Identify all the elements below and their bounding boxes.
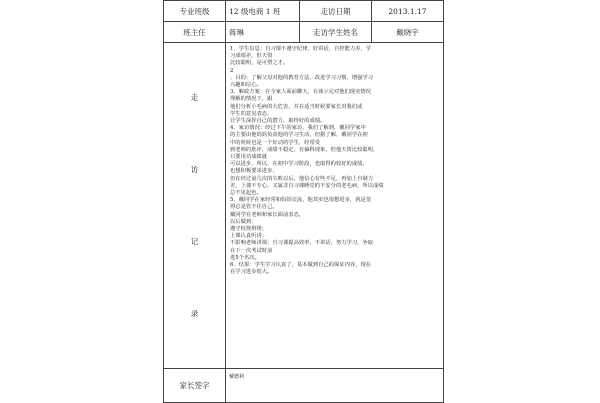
record-line: 但在经过前几次的失败以后，他信心有些不足，再加上自制力 — [230, 175, 374, 182]
teacher-value: 蒋琳 — [226, 22, 300, 43]
record-line: 让学生深挥自己的潜力，取得好的成绩。 — [230, 118, 326, 125]
major-class-value: 12 级电商 1 班 — [226, 1, 300, 22]
major-class-label: 专业班级 — [164, 1, 226, 22]
record-line: 在学习进步很大。 — [230, 269, 273, 276]
record-char-2: 访 — [190, 165, 199, 174]
record-line: 4、家访情况：经过下午的家访，我们了解到，戴同学家中 — [230, 125, 366, 132]
record-line: 遵守校规班规； — [230, 226, 268, 233]
record-char-3: 记 — [190, 237, 199, 246]
record-line: 戴同学在老师和家长面前表态， — [230, 211, 305, 218]
record-line: 6、结果：学生学习认真了，基本做到自己的保证内容，现在 — [230, 262, 372, 269]
visit-date-value: 2013.1.17 — [372, 1, 444, 22]
record-char-1: 走 — [190, 93, 199, 102]
record-line: 3、解政方案：在全家人面前聊天，在谈示完对他们现实情况 — [230, 89, 372, 96]
student-label: 走访学生姓名 — [300, 22, 372, 43]
record-line: 上课认真听讲； — [230, 233, 268, 240]
record-line: 也想积极要求进步， — [230, 168, 278, 175]
record-line: 兴趣和信心。 — [230, 82, 262, 89]
record-line: 他们分析小毛病的大危害，并在适当时候要家长对我们或 — [230, 103, 363, 110]
record-line: 到老师的批评，成绩不稳定，有偏科现象，但他天资比较聪明， — [230, 146, 379, 153]
record-line: 不影响老师讲课；自习课提高效率，不讲话，努力学习，争取 — [230, 240, 374, 247]
signature-label: 家长签字 — [164, 369, 226, 403]
record-line: 得总是管不住自己。 — [230, 204, 278, 211]
record-line: 在下一次考试时前 — [230, 247, 273, 254]
teacher-label: 班主任 — [164, 22, 226, 43]
visit-record-form — [163, 0, 445, 400]
form-table — [163, 0, 444, 403]
record-line: 理解的情况下，跟 — [230, 96, 273, 103]
record-label-cell — [164, 43, 226, 369]
record-line: 只要用功成绩就 — [230, 154, 268, 161]
record-line: 的主要由他妈妈负责他的学习生活，但据了解，戴同学在初 — [230, 132, 368, 139]
header-row-1 — [164, 1, 444, 22]
record-line: 以后做到： — [230, 218, 257, 225]
record-line: 、目的：了解父母对他的教育方法，改进学习习惯，增强学习 — [230, 74, 374, 81]
record-row — [164, 43, 444, 369]
signature-value: 戴德利 — [226, 369, 444, 403]
record-line: 差，上课不专心，又属非自习课睡觉的不安分的老毛病，所以成绩 — [230, 182, 384, 189]
record-line: 2 — [230, 67, 234, 74]
record-line: 中的时候也是一个好动的学生，经常受 — [230, 139, 321, 146]
record-line: 比较聪明，是可塑之才。 — [230, 60, 289, 67]
record-char-4: 录 — [190, 309, 199, 318]
record-line: 学生的意见表态， — [230, 110, 273, 117]
signature-row — [164, 369, 444, 403]
visit-date-label: 走访日期 — [300, 1, 372, 22]
record-line: 进5个名次。 — [230, 254, 260, 261]
record-vertical-label — [167, 62, 222, 350]
student-value: 戴晓宇 — [372, 22, 444, 43]
record-line: 可以进步，所以，在初中学习阶段，也取得的较好的成绩， — [230, 161, 368, 168]
record-line: 总不见起色。 — [230, 190, 262, 197]
record-line: 习成绩差，但天资 — [230, 53, 273, 60]
record-line: 5、戴同学在家经常和妈妈交流，他其实也很想进步，就是觉 — [230, 197, 372, 204]
record-content — [226, 43, 444, 369]
header-row-2 — [164, 22, 444, 43]
record-line: 1、学生信息：自习课不遵守纪律，好讲话，自控能力差，学 — [230, 46, 372, 52]
